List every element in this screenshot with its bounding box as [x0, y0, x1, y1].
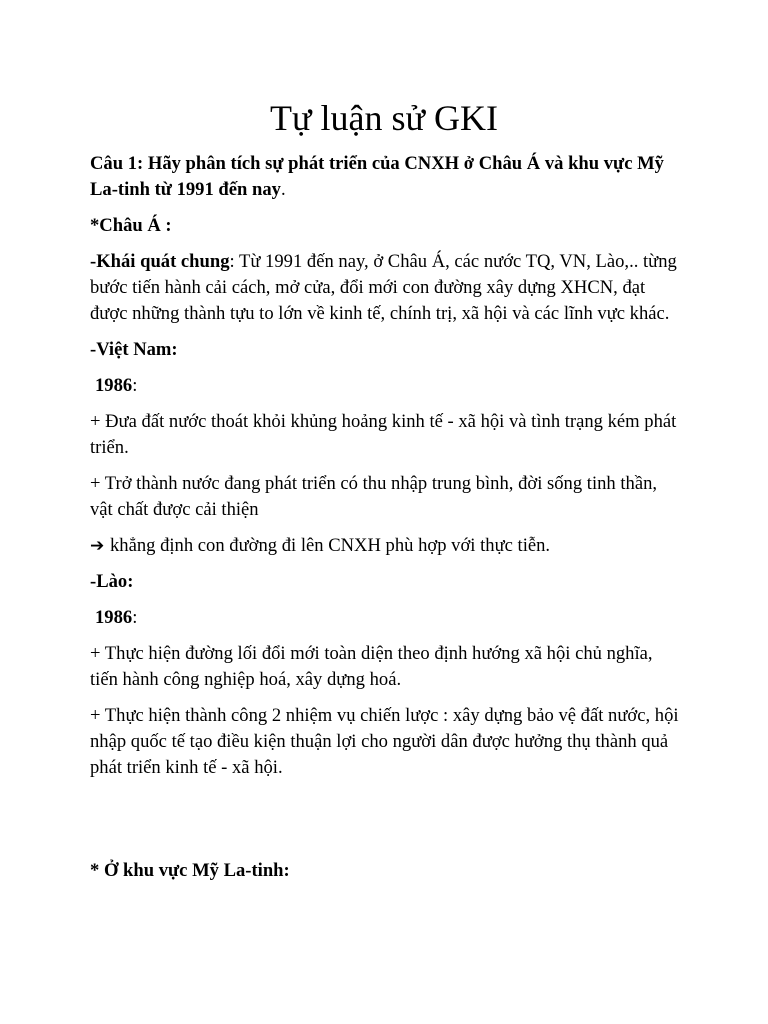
document-body — [90, 151, 680, 894]
question-label: Câu 1: Hãy phân tích sự phát triển của CNXH ở Châu Á và khu vực Mỹ La-tinh từ 1991 đến nay — [90, 153, 664, 200]
laos-point-2: + Thực hiện thành công 2 nhiệm vụ chiến lược : xây dựng bảo vệ đất nước, hội nhập quốc tế tạo điều kiện thuận lợi cho người dân được hưởng thụ thành quả phát triển kinh tế - xã hội. — [90, 705, 679, 778]
vietnam-conclusion-line — [90, 533, 680, 559]
vietnam-point-2: + Trở thành nước đang phát triển có thu nhập trung bình, đời sống tinh thần, vật chất được cải thiện — [90, 473, 658, 520]
overview-label: -Khái quát chung — [90, 251, 230, 272]
right-arrow-icon: ➔ — [90, 536, 105, 556]
laos-year-line — [90, 605, 680, 631]
vietnam-conclusion: khẳng định con đường đi lên CNXH phù hợp với thực tiễn. — [110, 535, 551, 556]
blank-space — [90, 791, 680, 858]
laos-year-colon: : — [132, 607, 138, 628]
overview-paragraph — [90, 249, 680, 327]
vietnam-year: 1986 — [95, 375, 133, 396]
vietnam-point-1: + Đưa đất nước thoát khỏi khủng hoảng kinh tế - xã hội và tình trạng kém phát triển. — [90, 411, 677, 458]
laos-point-1: + Thực hiện đường lối đổi mới toàn diện theo định hướng xã hội chủ nghĩa, tiến hành công nghiệp hoá, xây dựng hoá. — [90, 643, 653, 690]
laos-heading: -Lào: — [90, 571, 134, 592]
vietnam-year-colon: : — [132, 375, 138, 396]
question-paragraph — [90, 151, 680, 203]
overview-text: : Từ 1991 đến nay, ở Châu Á, các nước TQ, VN, Lào,.. từng bước tiến hành cải cách, mở cửa, đổi mới con đường xây dựng XHCN, đạt được những thành tựu to lớn về kinh tế, chính trị, xã hội và các lĩnh vực khác. — [90, 251, 677, 324]
vietnam-year-line — [90, 373, 680, 399]
latin-america-heading: * Ở khu vực Mỹ La-tinh: — [90, 860, 290, 881]
document-title: Tự luận sử GKI — [270, 98, 498, 138]
laos-year: 1986 — [95, 607, 133, 628]
asia-heading: *Châu Á : — [90, 215, 172, 236]
question-end: . — [280, 179, 286, 200]
vietnam-heading: -Việt Nam: — [90, 339, 178, 360]
